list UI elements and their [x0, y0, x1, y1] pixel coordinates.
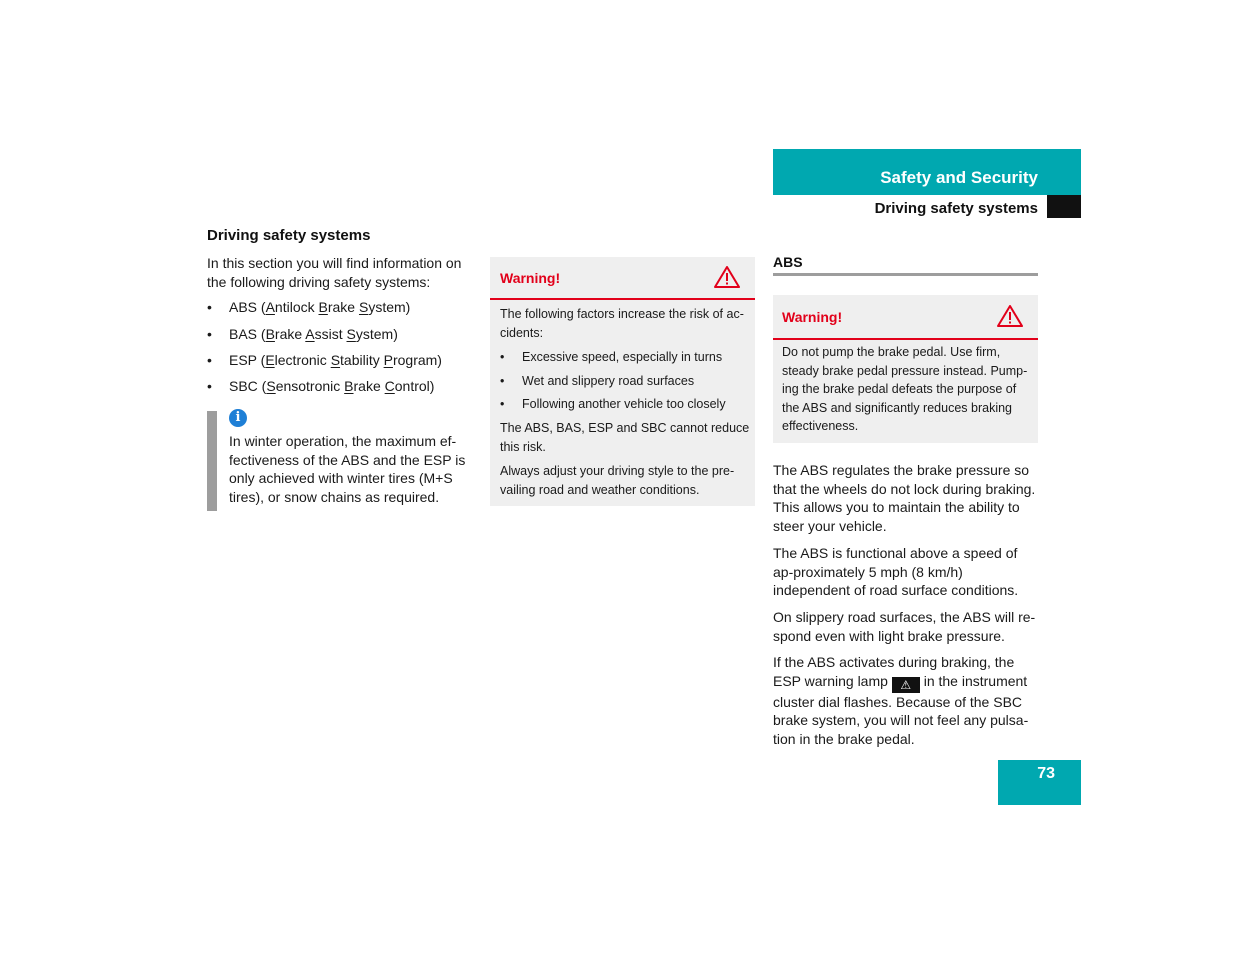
- bullet-symbol: •: [500, 397, 505, 411]
- bullet-symbol: •: [500, 350, 505, 364]
- warning-triangle-icon: [714, 265, 740, 289]
- page-heading: Driving safety systems: [207, 227, 371, 244]
- bullet-symbol: •: [207, 299, 212, 315]
- list-item: [207, 377, 475, 395]
- bullet-text: Following another vehicle too closely: [522, 397, 726, 411]
- section-title: Safety and Security: [880, 168, 1038, 187]
- bullet-text: Wet and slippery road surfaces: [522, 374, 695, 388]
- warning-box: [773, 295, 1038, 443]
- bullet-symbol: •: [500, 374, 505, 388]
- list-item: [207, 298, 475, 316]
- list-item: [207, 325, 475, 343]
- abs-heading: ABS: [773, 254, 803, 270]
- list-item: [500, 348, 750, 367]
- warning-triangle-icon: [997, 304, 1023, 328]
- bullet-text: Excessive speed, especially in turns: [522, 350, 723, 364]
- abs-paragraph: The ABS is functional above a speed of ap-proximately 5 mph (8 km/h) independent of road surface conditions.: [773, 545, 1019, 599]
- warning-title: Warning!: [500, 270, 561, 286]
- list-item: [500, 395, 750, 414]
- bullet-symbol: •: [207, 378, 212, 394]
- heading-underline: [773, 273, 1038, 276]
- esp-warning-lamp-icon: ⚠: [892, 677, 920, 693]
- bullet-symbol: •: [207, 326, 212, 342]
- warning-intro: The following factors increase the risk of ac-cidents:: [500, 307, 744, 340]
- warning-paragraph: The ABS, BAS, ESP and SBC cannot reduce this risk.: [500, 421, 750, 454]
- warning-divider: [490, 298, 755, 300]
- warning-title: Warning!: [782, 309, 843, 325]
- info-note-bar: [207, 411, 217, 511]
- warning-paragraph: Always adjust your driving style to the pre-vailing road and weather conditions.: [500, 464, 735, 497]
- section-tab-marker: [1047, 195, 1081, 218]
- subsection-title: Driving safety systems: [874, 200, 1038, 217]
- info-note-text: In winter operation, the maximum ef-fectiveness of the ABS and the ESP is only achieved with winter tires (M+S tires), or snow chains as required.: [229, 433, 466, 505]
- bullet-text: ABS (Antilock Brake System): [229, 299, 411, 315]
- info-icon: i: [229, 409, 247, 427]
- abs-paragraph: On slippery road surfaces, the ABS will re-spond even with light brake pressure.: [773, 609, 1036, 644]
- warning-divider: [773, 338, 1038, 340]
- intro-paragraph: In this section you will find information on the following driving safety systems:: [207, 255, 462, 290]
- warning-box: [490, 257, 755, 506]
- warning-body: Do not pump the brake pedal. Use firm, steady brake pedal pressure instead. Pump-ing the brake pedal defeats the purpose of the ABS and significantly reduces braking effectiveness.: [782, 345, 1028, 434]
- abs-paragraph: The ABS regulates the brake pressure so that the wheels do not lock during braking. This allows you to maintain the ability to steer your vehicle.: [773, 462, 1036, 534]
- list-item: [500, 372, 750, 391]
- bullet-text: BAS (Brake Assist System): [229, 326, 398, 342]
- page-number: 73: [1037, 765, 1055, 782]
- list-item: [207, 351, 475, 369]
- bullet-text: ESP (Electronic Stability Program): [229, 352, 442, 368]
- bullet-symbol: •: [207, 352, 212, 368]
- abs-paragraph: If the ABS activates during braking, the ESP warning lamp ⚠ in the instrument cluster dial flashes. Because of the SBC brake system, you will not feel any pulsa-tion in the brake pedal.: [773, 654, 1029, 747]
- bullet-text: SBC (Sensotronic Brake Control): [229, 378, 435, 394]
